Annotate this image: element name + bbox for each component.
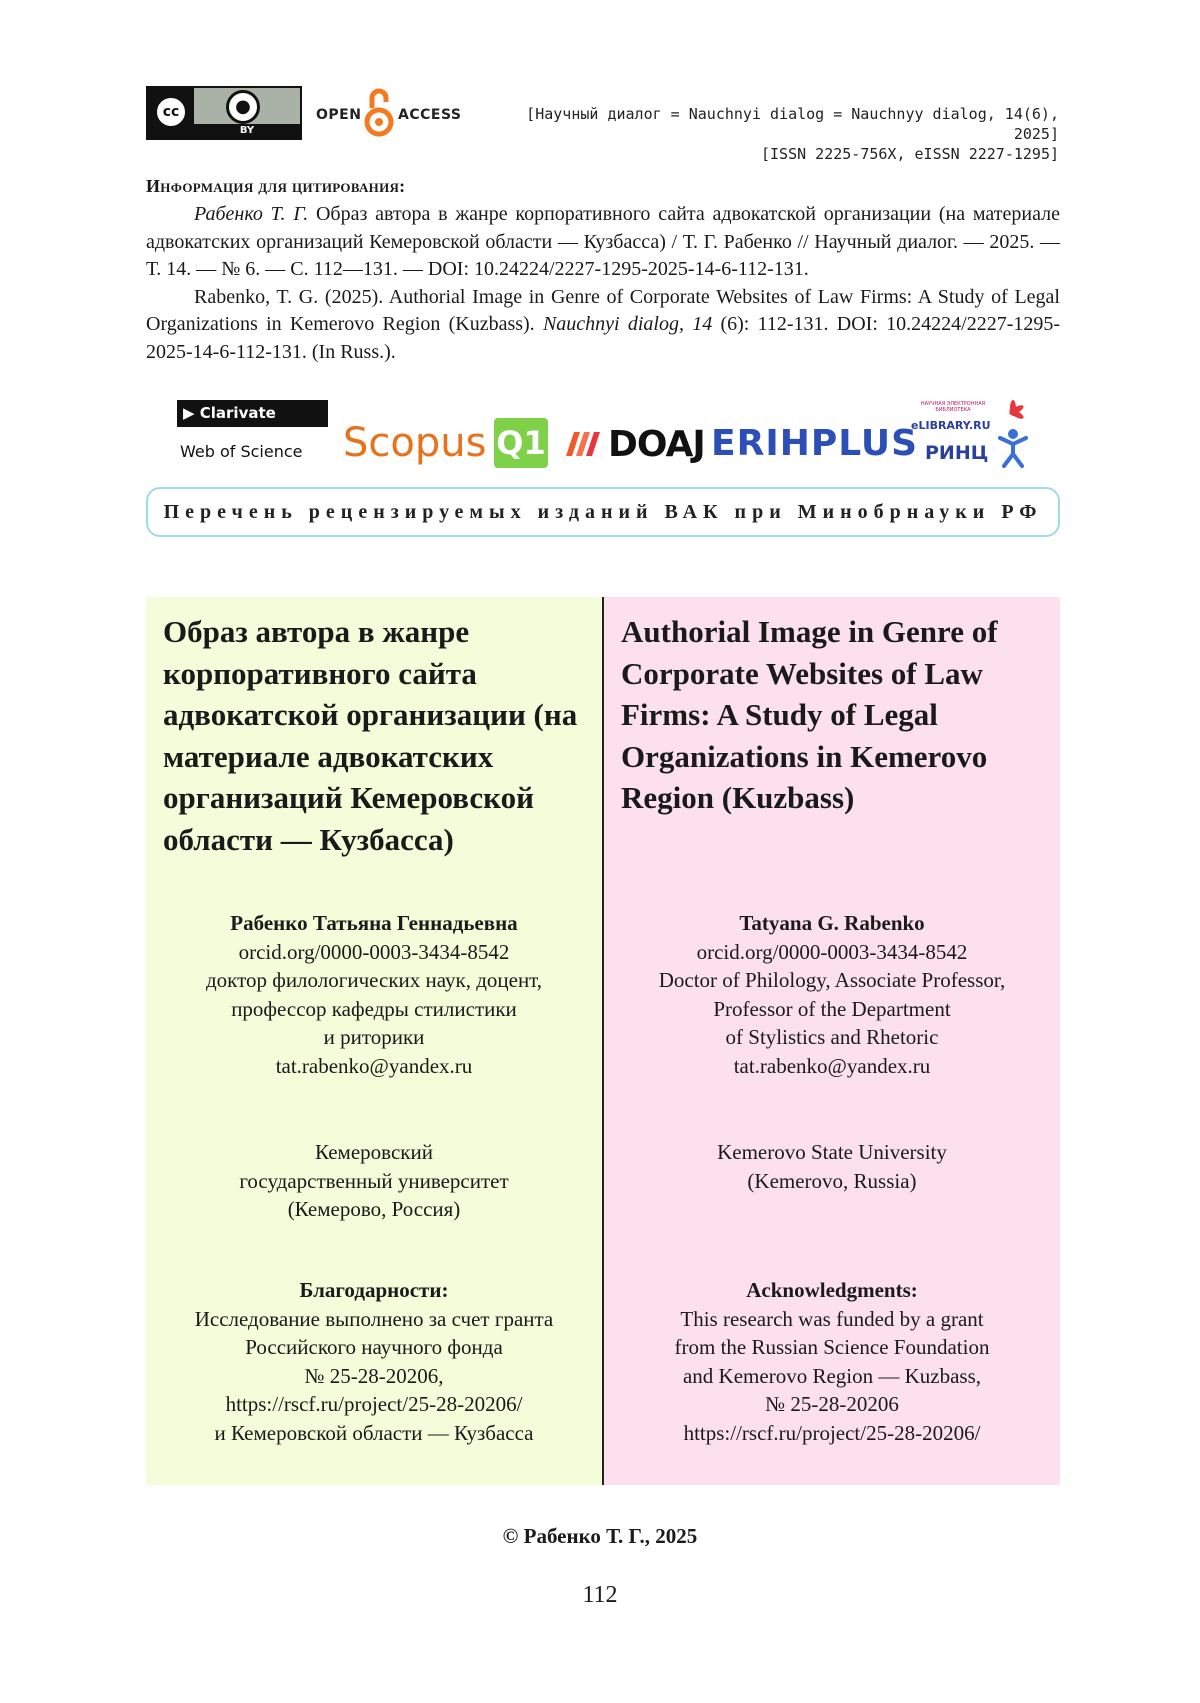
acknowledgments-en-2: from the Russian Science Foundation bbox=[674, 1335, 990, 1360]
affiliation-en-1: Kemerovo State University bbox=[717, 1140, 947, 1164]
acknowledgments-ru-2: Российского научного фонда bbox=[245, 1335, 503, 1360]
scopus-logo: Scopus bbox=[343, 420, 487, 466]
author-position-en-1: Doctor of Philology, Associate Professor, bbox=[658, 968, 1006, 993]
acknowledgments-en-4: № 25-28-20206 bbox=[765, 1392, 899, 1417]
open-access-open-text: OPEN bbox=[316, 107, 362, 123]
author-block-ru bbox=[146, 909, 602, 1081]
article-title-ru: Образ автора в жанре корпоративного сайта адвокатской организации (на материале адвокатских организаций Кемеровской области — Кузбасса) bbox=[163, 614, 578, 857]
russian-column bbox=[146, 597, 602, 1485]
affiliation-ru-3: (Кемерово, Россия) bbox=[287, 1197, 461, 1222]
affiliation-ru-2: государственный университет bbox=[239, 1168, 509, 1193]
citation-en-journal: Nauchnyi dialog, 14 bbox=[542, 313, 713, 335]
acknowledgments-heading-ru: Благодарности: bbox=[299, 1278, 449, 1302]
citation-en-text-end: (6): 112-131. DOI: 10.24224/2227-1295-2025-14-6-112-131. (In Russ.). bbox=[146, 313, 1061, 363]
article-title-en: Authorial Image in Genre of Corporate Websites of Law Firms: A Study of Legal Organizations in Kemerovo Region (Kuzbass) bbox=[621, 614, 998, 815]
citation-heading: Информация для цитирования: bbox=[146, 176, 406, 196]
open-access-logo bbox=[316, 86, 462, 138]
acknowledgments-block-ru bbox=[146, 1276, 602, 1448]
citation-block bbox=[146, 201, 1060, 366]
author-name-en: Tatyana G. Rabenko bbox=[739, 911, 925, 935]
web-of-science-logo: Web of Science bbox=[180, 442, 303, 461]
author-orcid-ru: orcid.org/0000-0003-3434-8542 bbox=[238, 939, 510, 964]
english-column bbox=[604, 597, 1060, 1485]
by-person-icon: ● bbox=[226, 90, 260, 124]
citation-ru-author: Рабенко Т. Г. bbox=[194, 203, 309, 225]
clarivate-logo: ▶ Clarivate bbox=[177, 400, 328, 427]
author-block-en bbox=[604, 909, 1060, 1081]
cc-by-license-badge bbox=[146, 86, 302, 140]
author-position-ru-2: профессор кафедры стилистики bbox=[231, 996, 517, 1021]
citation-ru-text: Образ автора в жанре корпоративного сайта адвокатской организации (на материале адвокатских организаций Кемеровской области — Кузбасса) / Т. Г. Рабенко // Научный диалог. — 2025. — Т. 14. — № 6. — С. 112—131. — DOI: 10.24224/2227-1295-2025-14-6-112-131. bbox=[146, 203, 1060, 280]
journal-reference-line-1: [Научный диалог = Nauchnyi dialog = Nauchnyy dialog, 14(6), 2025] bbox=[526, 105, 1059, 143]
acknowledgments-en-3: and Kemerovo Region — Kuzbass, bbox=[682, 1363, 982, 1388]
citation-en bbox=[146, 284, 1060, 367]
affiliation-block-en bbox=[604, 1138, 1060, 1195]
cc-icon bbox=[154, 95, 188, 129]
author-position-en-2: Professor of the Department bbox=[713, 996, 951, 1021]
author-email-en: tat.rabenko@yandex.ru bbox=[733, 1053, 931, 1078]
author-position-ru-3: и риторики bbox=[323, 1025, 425, 1050]
affiliation-ru-1: Кемеровский bbox=[315, 1140, 433, 1164]
affiliation-block-ru bbox=[146, 1138, 602, 1224]
q1-badge: Q1 bbox=[494, 418, 548, 468]
cc-label: cc bbox=[162, 104, 180, 120]
rinc-logo: РИНЦ bbox=[925, 442, 989, 464]
elibrary-logo: eLIBRARY.RU bbox=[911, 419, 991, 432]
acknowledgments-ru-5: и Кемеровской области — Кузбасса bbox=[214, 1420, 534, 1445]
elibrary-caption: НАУЧНАЯ ЭЛЕКТРОННАЯ БИБЛИОТЕКА bbox=[920, 401, 986, 413]
journal-reference bbox=[499, 104, 1059, 164]
doaj-mark-icon bbox=[564, 430, 604, 458]
acknowledgments-ru-3: № 25-28-20206, bbox=[304, 1363, 444, 1388]
open-access-lock-icon bbox=[364, 86, 394, 138]
page-number: 112 bbox=[582, 1582, 618, 1608]
erihplus-logo: ERIHPLUS bbox=[711, 423, 919, 464]
by-label: BY bbox=[194, 124, 300, 138]
clarivate-label: Clarivate bbox=[199, 404, 276, 422]
vak-list-box: Перечень рецензируемых изданий ВАК при Минобрнауки РФ bbox=[146, 487, 1060, 537]
acknowledgments-en-5: https://rscf.ru/project/25-28-20206/ bbox=[683, 1420, 981, 1445]
citation-ru bbox=[146, 201, 1060, 284]
affiliation-en-2: (Kemerovo, Russia) bbox=[747, 1168, 917, 1193]
acknowledgments-ru-4: https://rscf.ru/project/25-28-20206/ bbox=[225, 1392, 523, 1417]
open-access-access-text: ACCESS bbox=[398, 107, 462, 123]
acknowledgments-ru-1: Исследование выполнено за счет гранта bbox=[194, 1306, 554, 1331]
acknowledgments-en-1: This research was funded by a grant bbox=[680, 1306, 984, 1331]
author-email-ru: tat.rabenko@yandex.ru bbox=[275, 1053, 473, 1078]
journal-reference-line-2: [ISSN 2225-756X, eISSN 2227-1295] bbox=[760, 145, 1059, 163]
acknowledgments-block-en bbox=[604, 1276, 1060, 1448]
copyright-notice: © Рабенко Т. Г., 2025 bbox=[502, 1524, 698, 1548]
doaj-logo: DOAJ bbox=[608, 424, 705, 465]
citation-en-text-start: Rabenko, T. G. (2025). Authorial Image in Genre of Corporate Websites of Law Firms: A Study of Legal Organizations in Kemerovo Region (Kuzbass). bbox=[146, 285, 1060, 335]
author-name-ru: Рабенко Татьяна Геннадьевна bbox=[230, 911, 518, 935]
author-position-ru-1: доктор филологических наук, доцент, bbox=[205, 968, 543, 993]
rinc-figure-icon bbox=[996, 400, 1030, 468]
author-position-en-3: of Stylistics and Rhetoric bbox=[725, 1025, 939, 1050]
acknowledgments-heading-en: Acknowledgments: bbox=[746, 1278, 918, 1302]
author-orcid-en: orcid.org/0000-0003-3434-8542 bbox=[696, 939, 968, 964]
